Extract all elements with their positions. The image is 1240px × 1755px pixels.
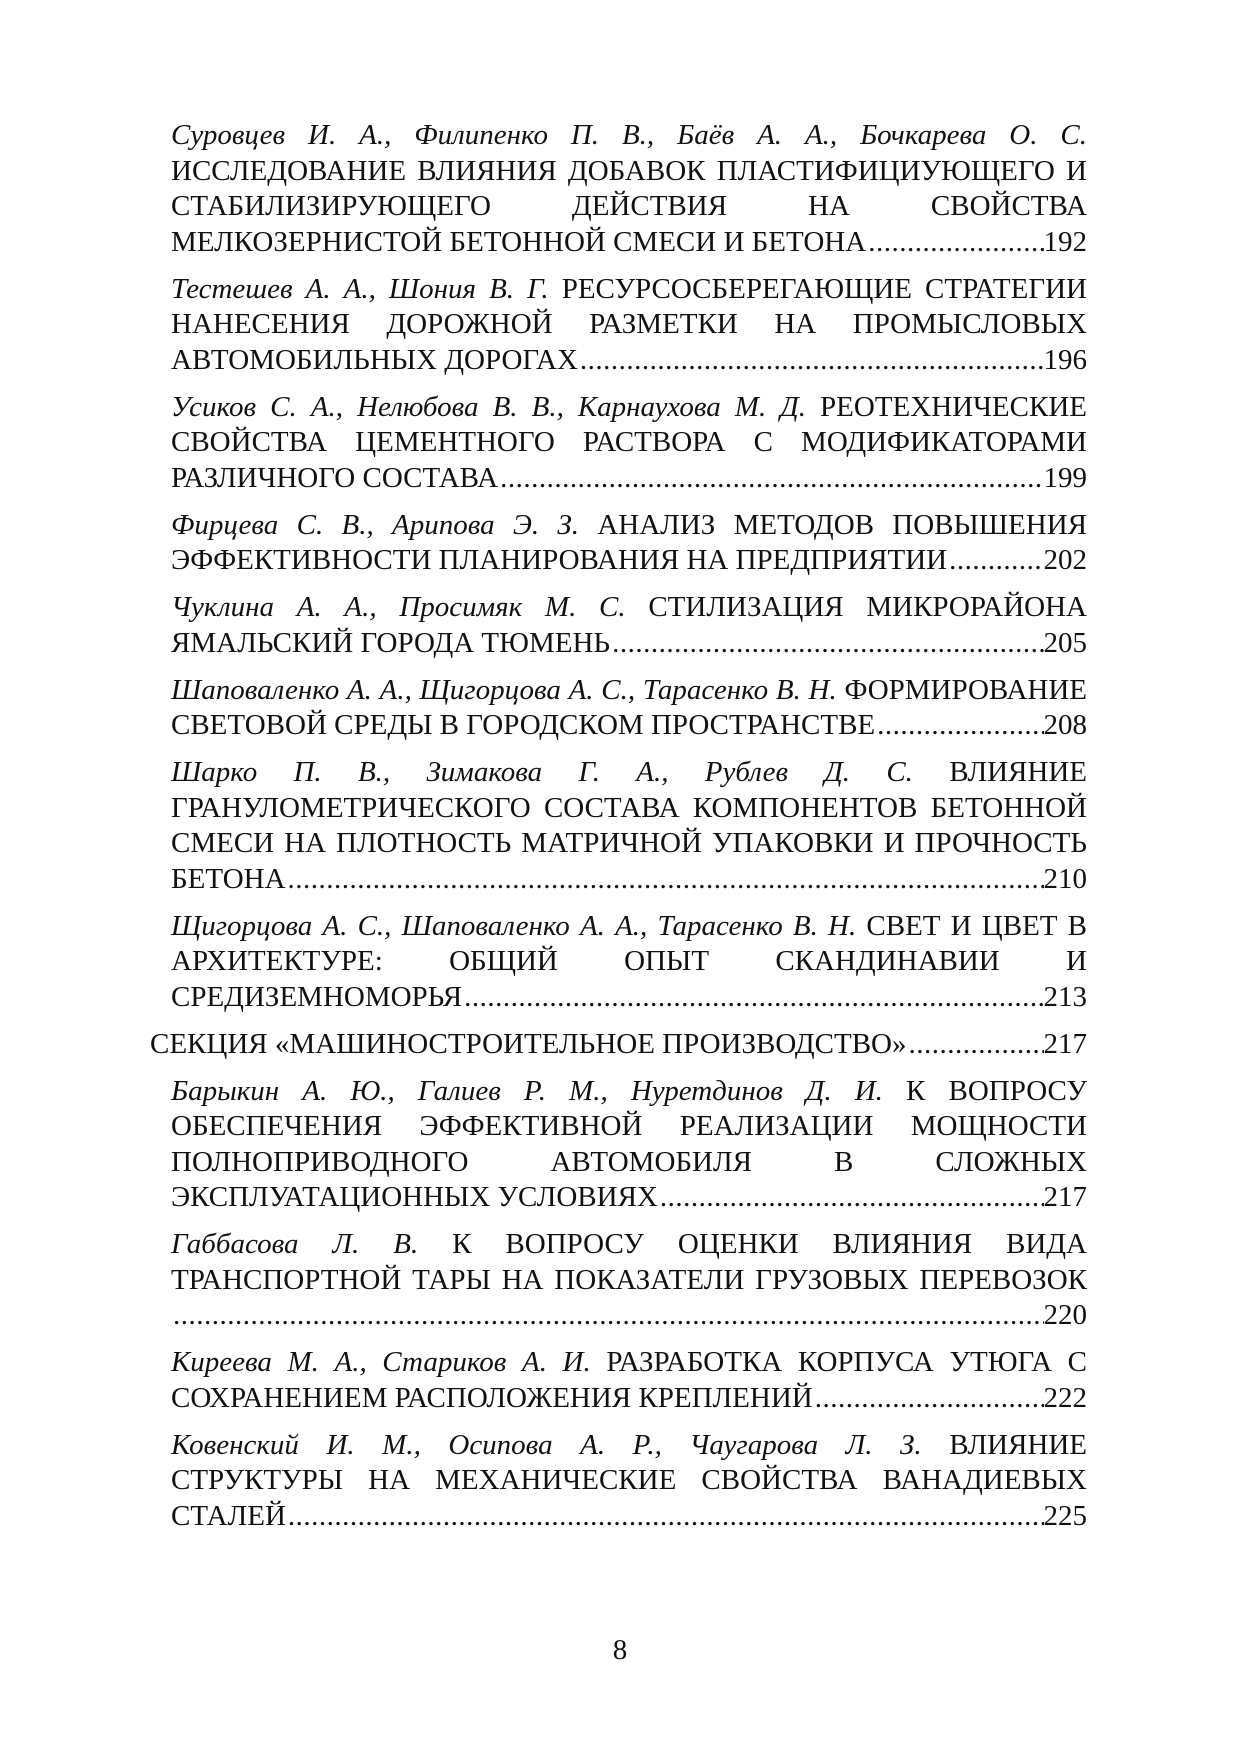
toc-entry-title-line: СТАБИЛИЗИРУЮЩЕГО ДЕЙСТВИЯ НА СВОЙСТВА — [171, 190, 1087, 222]
toc-entry-last-line — [171, 626, 1087, 662]
toc-entry-title-line: СМЕСИ НА ПЛОТНОСТЬ МАТРИЧНОЙ УПАКОВКИ И ПРОЧНОСТЬ — [171, 827, 1087, 859]
toc-entry-title-line: ИССЛЕДОВАНИЕ ВЛИЯНИЯ ДОБАВОК ПЛАСТИФИЦИУЮЩЕГО И — [171, 154, 1087, 187]
page-number: 8 — [612, 1634, 628, 1666]
toc-entry-page: 199 — [1043, 461, 1087, 494]
toc-entry[interactable] — [171, 118, 1087, 260]
toc-entry-last-line — [171, 1499, 1087, 1535]
toc-entry-title-line: ТРАНСПОРТНОЙ ТАРЫ НА ПОКАЗАТЕЛИ ГРУЗОВЫХ ПЕРЕВОЗОК — [171, 1263, 1087, 1296]
toc-entry[interactable] — [171, 755, 1087, 897]
toc-entry-title: ВЛИЯНИЕ — [949, 1428, 1087, 1461]
toc-entry-authors: Фирцева С. В., Арипова Э. З. — [171, 508, 580, 541]
toc-entry[interactable] — [171, 590, 1087, 661]
leader-dots — [610, 626, 1043, 662]
toc-entry-title-line: СВОЙСТВА ЦЕМЕНТНОГО РАСТВОРА С МОДИФИКАТОРАМИ — [171, 426, 1087, 458]
toc-entry-title: К ВОПРОСУ ОЦЕНКИ ВЛИЯНИЯ ВИДА — [452, 1228, 1088, 1260]
leader-dots — [658, 1180, 1044, 1216]
toc-entry-title-line: ОБЕСПЕЧЕНИЯ ЭФФЕКТИВНОЙ РЕАЛИЗАЦИИ МОЩНОСТИ — [171, 1110, 1087, 1142]
toc-entry-title-end: ЭФФЕКТИВНОСТИ ПЛАНИРОВАНИЯ НА ПРЕДПРИЯТИИ — [171, 544, 948, 576]
toc-entry-first-line — [171, 1428, 1087, 1464]
toc-entry[interactable] — [171, 1227, 1087, 1334]
toc-entry[interactable] — [171, 909, 1087, 1016]
section-heading-line — [150, 1027, 1087, 1063]
toc-entry[interactable] — [171, 1074, 1087, 1216]
toc-entry-first-line — [171, 508, 1087, 544]
toc-entry-title-line: ПОЛНОПРИВОДНОГО АВТОМОБИЛЯ В СЛОЖНЫХ — [171, 1145, 1087, 1178]
toc-entry-authors: Щигорцова А. С., Шаповаленко А. А., Тарасенко В. Н. — [171, 909, 857, 942]
leader-dots — [813, 1381, 1044, 1417]
toc-entry-last-line — [171, 543, 1087, 579]
toc-entry-title: ФОРМИРОВАНИЕ — [844, 673, 1087, 706]
toc-entry-title-end: БЕТОНА — [171, 862, 286, 895]
toc-entry-first-line — [171, 590, 1087, 626]
toc-entry-title-line: ГРАНУЛОМЕТРИЧЕСКОГО СОСТАВА КОМПОНЕНТОВ БЕТОННОЙ — [171, 791, 1087, 824]
toc-entry-title: РАЗРАБОТКА КОРПУСА УТЮГА С — [606, 1346, 1087, 1378]
toc-entry-first-line — [171, 755, 1087, 791]
toc-entry[interactable] — [171, 1428, 1087, 1535]
toc-entry-title: СТИЛИЗАЦИЯ МИКРОРАЙОНА — [648, 591, 1087, 623]
toc-entry[interactable] — [171, 272, 1087, 379]
toc-entry-first-line — [171, 390, 1087, 426]
toc-entry-page: 222 — [1043, 1381, 1087, 1414]
toc-entry-last-line — [171, 862, 1087, 898]
toc-entry-title-end: ЭКСПЛУАТАЦИОННЫХ УСЛОВИЯХ — [171, 1181, 658, 1213]
toc-entry[interactable] — [171, 1345, 1087, 1416]
leader-dots — [875, 708, 1043, 744]
toc-entry-page: 210 — [1043, 862, 1087, 895]
section-heading[interactable] — [150, 1027, 1087, 1063]
toc-entry-page: 208 — [1043, 709, 1087, 741]
toc-entry-title: РЕСУРСОСБЕРЕГАЮЩИЕ СТРАТЕГИИ — [561, 272, 1087, 305]
toc-entry-title-end: ЯМАЛЬСКИЙ ГОРОДА ТЮМЕНЬ — [171, 626, 611, 659]
toc-entry-title-end: РАЗЛИЧНОГО СОСТАВА — [171, 461, 499, 494]
toc-entry-first-line — [171, 272, 1087, 308]
leader-dots — [462, 980, 1043, 1016]
toc-entry-first-line — [171, 909, 1087, 945]
toc-entry-title-end: СТАЛЕЙ — [171, 1499, 286, 1532]
leader-dots — [866, 225, 1043, 261]
toc-entry-page: 217 — [1043, 1181, 1087, 1213]
toc-entry-last-line — [171, 1381, 1087, 1417]
toc-entry-first-line — [171, 118, 1087, 154]
toc-entry[interactable] — [171, 390, 1087, 497]
toc-entry-page: 220 — [1043, 1299, 1087, 1331]
toc-entry-last-line — [171, 708, 1087, 744]
toc-entry-last-line — [171, 225, 1087, 261]
toc-entry-page: 225 — [1043, 1499, 1087, 1532]
toc-entry-first-line — [171, 673, 1087, 709]
toc-entry-title: РЕОТЕХНИЧЕСКИЕ — [820, 390, 1087, 423]
toc-entry-title-line: НАНЕСЕНИЯ ДОРОЖНОЙ РАЗМЕТКИ НА ПРОМЫСЛОВЫХ — [171, 308, 1087, 340]
toc-entry-title-end: СРЕДИЗЕМНОМОРЬЯ — [171, 980, 463, 1013]
toc-entry-authors: Суровцев И. А., Филипенко П. В., Баёв А. А., Бочкарева О. С. — [171, 119, 1087, 151]
table-of-contents — [150, 118, 1088, 1546]
toc-entry-title-end: АВТОМОБИЛЬНЫХ ДОРОГАХ — [171, 343, 578, 376]
section-page: 217 — [1043, 1027, 1087, 1060]
toc-entry-title-end: МЕЛКОЗЕРНИСТОЙ БЕТОННОЙ СМЕСИ И БЕТОНА — [171, 225, 867, 258]
toc-entry-last-line — [171, 1180, 1087, 1216]
toc-entry-authors: Тестешев А. А., Шония В. Г. — [171, 272, 549, 305]
leader-dots — [578, 343, 1044, 379]
leader-dots — [498, 461, 1043, 497]
section-title: СЕКЦИЯ «МАШИНОСТРОИТЕЛЬНОЕ ПРОИЗВОДСТВО» — [150, 1027, 907, 1060]
toc-entry-title-line: СТРУКТУРЫ НА МЕХАНИЧЕСКИЕ СВОЙСТВА ВАНАДИЕВЫХ — [171, 1464, 1087, 1496]
toc-entry-first-line — [171, 1227, 1087, 1263]
toc-entry-authors: Ковенский И. М., Осипова А. Р., Чаугарова Л. З. — [171, 1428, 922, 1461]
leader-dots — [286, 862, 1044, 898]
toc-entry-authors: Киреева М. А., Стариков А. И. — [171, 1346, 591, 1378]
toc-entry-authors: Чуклина А. А., Просимяк М. С. — [171, 591, 626, 623]
toc-entry-title-end: СОХРАНЕНИЕМ РАСПОЛОЖЕНИЯ КРЕПЛЕНИЙ — [171, 1381, 813, 1414]
toc-entry-authors: Барыкин А. Ю., Галиев Р. М., Нуретдинов Д. И. — [171, 1074, 883, 1107]
leader-dots — [907, 1027, 1044, 1063]
toc-entry-page: 213 — [1043, 980, 1087, 1013]
toc-entry-title-line: АРХИТЕКТУРЕ: ОБЩИЙ ОПЫТ СКАНДИНАВИИ И — [171, 945, 1087, 977]
toc-entry-last-line — [171, 343, 1087, 379]
toc-entry-last-line — [171, 461, 1087, 497]
toc-entry-last-line — [171, 1298, 1087, 1334]
toc-entry-title: СВЕТ И ЦВЕТ В — [866, 909, 1087, 942]
toc-entry-title: ВЛИЯНИЕ — [949, 756, 1087, 788]
toc-entry-page: 192 — [1043, 225, 1087, 258]
leader-dots — [171, 1298, 1044, 1334]
leader-dots — [947, 543, 1043, 579]
toc-entry-page: 202 — [1043, 544, 1087, 576]
toc-entry-authors: Шарко П. В., Зимакова Г. А., Рублев Д. С. — [171, 756, 913, 788]
toc-entry-authors: Габбасова Л. В. — [171, 1228, 419, 1260]
toc-entry-title: К ВОПРОСУ — [906, 1074, 1087, 1107]
toc-entry-page: 196 — [1043, 343, 1087, 376]
toc-entry-last-line — [171, 980, 1087, 1016]
toc-entry-page: 205 — [1043, 626, 1087, 659]
toc-entry-first-line — [171, 1345, 1087, 1381]
toc-entry-authors: Усиков С. А., Нелюбова В. В., Карнаухова М. Д. — [171, 390, 806, 423]
toc-entry[interactable] — [171, 673, 1087, 744]
toc-entry[interactable] — [171, 508, 1087, 579]
toc-entry-first-line — [171, 1074, 1087, 1110]
toc-entry-title-end: СВЕТОВОЙ СРЕДЫ В ГОРОДСКОМ ПРОСТРАНСТВЕ — [171, 709, 876, 741]
toc-entry-authors: Шаповаленко А. А., Щигорцова А. С., Тарасенко В. Н. — [171, 673, 837, 706]
leader-dots — [286, 1499, 1044, 1535]
toc-entry-title: АНАЛИЗ МЕТОДОВ ПОВЫШЕНИЯ — [597, 508, 1087, 541]
